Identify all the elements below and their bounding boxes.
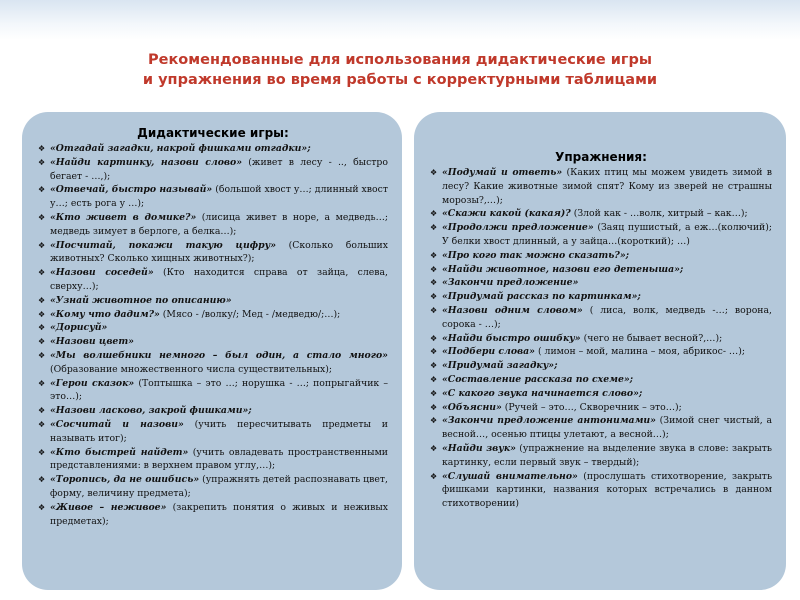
item-name: «Подумай и ответь»	[442, 167, 563, 178]
item-name: «Герои сказок»	[50, 377, 135, 389]
item-name: «Составление рассказа по схеме»;	[442, 373, 634, 385]
item-name: «Скажи какой (какая)?	[442, 208, 571, 220]
list-item	[430, 401, 772, 415]
item-name: «Придумай загадку»;	[442, 360, 558, 372]
item-name: «Назови цвет»	[50, 336, 134, 348]
item-name: «Придумай рассказ по картинкам»;	[442, 291, 641, 303]
item-name: «Про кого так можно сказать?»;	[442, 249, 630, 261]
list-item	[430, 442, 772, 470]
item-description: (прослушать стихотворение, закрыть фишками картинки, названия которых встречались в данном стихотворении)	[442, 470, 773, 510]
exercises-panel	[414, 112, 786, 590]
item-description: (живет в лесу - .., быстро бегает - …,);	[50, 156, 388, 182]
item-name: «Объясни»	[442, 401, 502, 413]
item-description: (Зимой снег чистый, а весной…, осенью птицы улетают, а весной…);	[442, 415, 772, 441]
item-name: «Кому что дадим?»	[50, 308, 160, 320]
item-name: «С какого звука начинается слово»;	[442, 387, 643, 399]
item-description: ( лимон – мой, малина – моя, абрикос- …);	[535, 346, 745, 358]
list-item	[38, 321, 388, 335]
item-description: (закрепить понятия о живых и неживых предметах);	[50, 501, 388, 527]
list-item	[38, 156, 388, 184]
item-description: (Образование множественного числа существительных);	[50, 363, 332, 375]
item-name: «Закончи предложение антонимами»	[442, 415, 656, 427]
item-name: «Найди быстро ошибку»	[442, 332, 581, 344]
exercises-list	[430, 166, 772, 511]
games-panel	[22, 112, 402, 590]
list-item	[430, 470, 772, 511]
item-name: «Найди картинку, назови слово»	[50, 156, 243, 168]
item-name: «Найди животное, назови его детеныша»;	[442, 263, 684, 275]
item-name: «Отвечай, быстро называй»	[50, 184, 213, 196]
item-name: «Найди звук»	[442, 442, 516, 454]
item-name: «Сосчитай и назови»	[50, 418, 184, 430]
item-name: «Посчитай, покажи такую цифру»	[50, 239, 277, 251]
item-name: «Продолжи предложение»	[442, 222, 594, 234]
list-item	[38, 404, 388, 418]
list-item	[430, 414, 772, 442]
list-item	[38, 418, 388, 446]
list-item	[38, 501, 388, 529]
item-description: (лисица живет в норе, а медведь…; медведь зимует в берлоге, а белка…);	[50, 211, 389, 237]
games-heading: Дидактические игры:	[137, 126, 289, 140]
list-item	[38, 183, 388, 211]
item-name: «Мы волшебники немного – был один, а стало много»	[50, 349, 388, 361]
item-name: «Назови одним словом»	[442, 304, 583, 316]
item-description: (чего не бывает весной?,…);	[580, 332, 723, 344]
list-item	[38, 473, 388, 501]
list-item	[38, 239, 388, 267]
item-name: «Дорисуй»	[50, 322, 108, 334]
list-item	[430, 373, 772, 387]
list-item	[38, 308, 388, 322]
item-name: «Узнай животное по описанию»	[50, 294, 232, 306]
list-item	[38, 446, 388, 474]
item-description: (Злой как - …волк, хитрый – как…);	[570, 208, 748, 220]
games-list	[38, 142, 388, 528]
list-item	[38, 142, 388, 156]
list-item	[38, 294, 388, 308]
list-item	[38, 349, 388, 377]
list-item	[430, 345, 772, 359]
item-name: «Живое – неживое»	[50, 501, 167, 513]
list-item	[430, 304, 772, 332]
bottom-strip	[0, 590, 800, 600]
list-item	[430, 276, 772, 290]
item-description: (Мясо - /волку/; Мед - /медведю/;…);	[159, 308, 341, 320]
item-description: (Каких птиц мы можем увидеть зимой в лесу? Какие животные зимой спят? Кому из зверей не страшны морозы?,…);	[442, 167, 773, 206]
list-item	[38, 211, 388, 239]
list-item	[430, 207, 772, 221]
list-item	[430, 290, 772, 304]
item-description: (Топтышка – это …; норушка - …; попрыгайчик – это…);	[50, 377, 388, 403]
item-name: «Торопись, да не ошибись»	[50, 474, 200, 486]
item-name: «Кто живет в домике?»	[50, 211, 197, 223]
list-item	[38, 377, 388, 405]
item-name: «Назови ласково, закрой фишками»;	[50, 405, 252, 417]
item-description: (большой хвост у…; длинный хвост у…; есть рога у …);	[50, 184, 388, 210]
item-description: (Ручей – это…, Скворечник – это…);	[501, 401, 682, 413]
item-description: (Кто находится справа от зайца, слева, сверху…);	[50, 267, 388, 292]
list-item	[38, 335, 388, 349]
page-title	[40, 50, 760, 90]
item-description: (упражнение на выделение звука в слове: закрыть картинку, если первый звук – твердый);	[442, 442, 772, 468]
item-description: (учить овладевать пространственными представлениями: в верхнем правом углу,…);	[50, 446, 388, 472]
page-title-line-1: Рекомендованные для использования дидактические игры	[148, 52, 652, 68]
list-item	[38, 266, 388, 294]
item-description: ( лиса, волк, медведь -…; ворона, сорока - …);	[442, 304, 772, 330]
item-description: (Заяц пушистый, а еж…(колючий); У белки хвост длинный, а у зайца…(короткий); …)	[442, 222, 772, 247]
exercises-heading: Упражнения:	[555, 150, 647, 164]
list-item	[430, 359, 772, 373]
item-name: «Назови соседей»	[50, 267, 154, 279]
list-item	[430, 387, 772, 401]
list-item	[430, 263, 772, 277]
item-name: «Закончи предложение»	[442, 277, 579, 289]
list-item	[430, 332, 772, 346]
item-description: (Сколько больших животных? Сколько хищных животных?);	[50, 239, 388, 265]
item-name: «Подбери слова»	[442, 346, 535, 358]
item-name: «Кто быстрей найдет»	[50, 446, 189, 458]
list-item	[430, 249, 772, 263]
list-item	[430, 221, 772, 249]
list-item	[430, 166, 772, 207]
top-stripe	[0, 0, 800, 40]
item-name: «Отгадай загадки, накрой фишками отгадки»;	[50, 143, 311, 154]
page-title-line-2: и упражнения во время работы с корректурными таблицами	[142, 72, 658, 88]
item-description: (учить пересчитывать предметы и называть итог);	[50, 418, 388, 444]
item-description: (упражнять детей распознавать цвет, форму, величину предмета);	[50, 474, 388, 499]
item-name: «Слушай внимательно»	[442, 470, 578, 482]
